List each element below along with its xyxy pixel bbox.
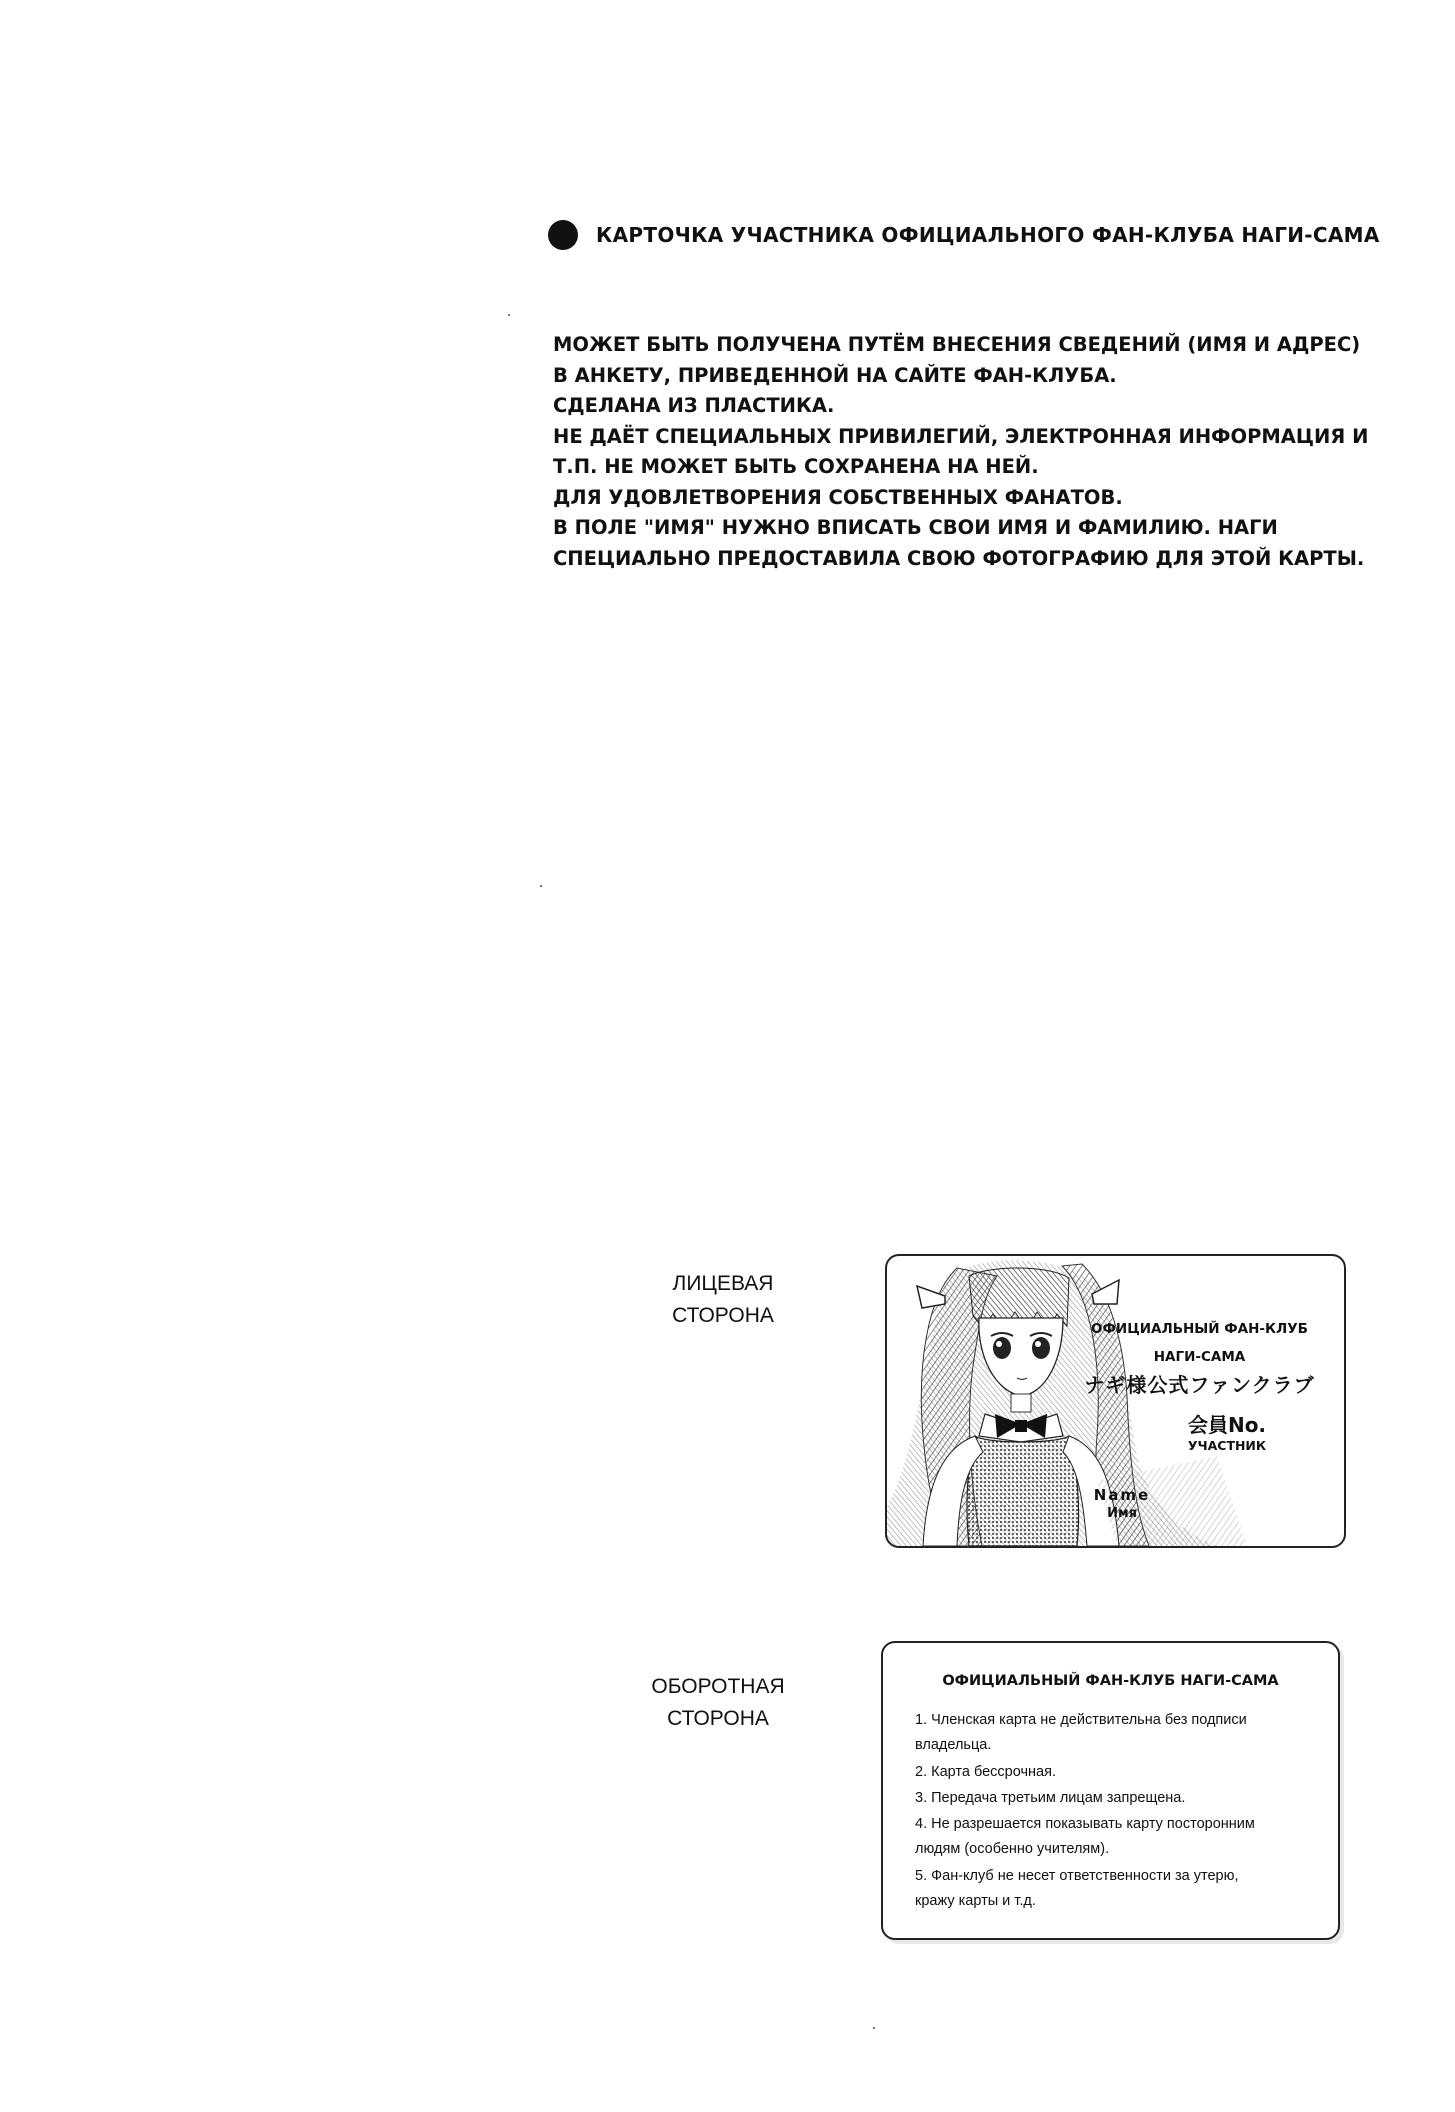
- description-line: МОЖЕТ БЫТЬ ПОЛУЧЕНА ПУТЁМ ВНЕСЕНИЯ СВЕДЕНИЙ (ИМЯ И АДРЕС): [553, 333, 1361, 356]
- rule-item: [915, 1786, 1320, 1811]
- description-line: В ПОЛЕ "ИМЯ" НУЖНО ВПИСАТЬ СВОИ ИМЯ И ФАМИЛИЮ. НАГИ: [553, 516, 1278, 539]
- front-name-ru: Имя: [1107, 1506, 1137, 1521]
- speck: [873, 2027, 875, 2029]
- front-side-label: [623, 1268, 823, 1332]
- rule-line: 4. Не разрешается показывать карту посторонним: [915, 1816, 1255, 1832]
- description-line: ДЛЯ УДОВЛЕТВОРЕНИЯ СОБСТВЕННЫХ ФАНАТОВ.: [553, 485, 1123, 509]
- rule-line: 3. Передача третьим лицам запрещена.: [915, 1790, 1186, 1806]
- membership-card-front: [885, 1254, 1346, 1548]
- description-line: Т.П. НЕ МОЖЕТ БЫТЬ СОХРАНЕНА НА НЕЙ.: [553, 455, 1039, 478]
- heading-text: КАРТОЧКА УЧАСТНИКА ОФИЦИАЛЬНОГО ФАН-КЛУБА НАГИ-САМА: [596, 223, 1380, 247]
- description-line: СПЕЦИАЛЬНО ПРЕДОСТАВИЛА СВОЮ ФОТОГРАФИЮ ДЛЯ ЭТОЙ КАРТЫ.: [553, 546, 1365, 570]
- front-member-label: УЧАСТНИК: [1187, 1438, 1267, 1453]
- rule-item: [915, 1812, 1320, 1862]
- speck: [508, 314, 510, 316]
- rule-item: [915, 1760, 1320, 1785]
- speck: [540, 885, 542, 887]
- front-member-no: 会員No.: [1187, 1413, 1267, 1437]
- rule-line: 2. Карта бессрочная.: [915, 1764, 1056, 1780]
- back-side-label: [618, 1671, 818, 1735]
- description-line: НЕ ДАЁТ СПЕЦИАЛЬНЫХ ПРИВИЛЕГИЙ, ЭЛЕКТРОННАЯ ИНФОРМАЦИЯ И: [553, 424, 1369, 448]
- rule-line: 1. Членская карта не действительна без подписи: [915, 1712, 1247, 1728]
- front-club-line1: ОФИЦИАЛЬНЫЙ ФАН-КЛУБ: [1091, 1321, 1308, 1337]
- front-side-label-line: СТОРОНА: [672, 1304, 774, 1327]
- description: [553, 330, 1373, 574]
- front-japanese-title: ナギ様公式ファンクラブ: [1084, 1373, 1315, 1397]
- front-club-line2: НАГИ-САМА: [1153, 1349, 1246, 1365]
- rule-line: владельца.: [915, 1737, 992, 1753]
- back-card-title: ОФИЦИАЛЬНЫЙ ФАН-КЛУБ НАГИ-САМА: [942, 1673, 1279, 1689]
- back-side-label-line: СТОРОНА: [667, 1707, 769, 1730]
- rule-line: кражу карты и т.д.: [915, 1893, 1036, 1909]
- description-line: СДЕЛАНА ИЗ ПЛАСТИКА.: [553, 394, 835, 417]
- rule-item: [915, 1864, 1320, 1914]
- front-name-en: Name: [1093, 1486, 1151, 1504]
- rule-line: 5. Фан-клуб не несет ответственности за утерю,: [915, 1868, 1239, 1884]
- bullet-icon: [548, 220, 578, 250]
- rule-item: [915, 1708, 1320, 1758]
- rule-line: людям (особенно учителям).: [915, 1841, 1110, 1857]
- section-heading: [548, 220, 1380, 250]
- description-line: В АНКЕТУ, ПРИВЕДЕННОЙ НА САЙТЕ ФАН-КЛУБА.: [553, 363, 1117, 387]
- back-side-label-line: ОБОРОТНАЯ: [651, 1675, 785, 1698]
- membership-card-back: [881, 1641, 1340, 1940]
- front-side-label-line: ЛИЦЕВАЯ: [672, 1272, 774, 1295]
